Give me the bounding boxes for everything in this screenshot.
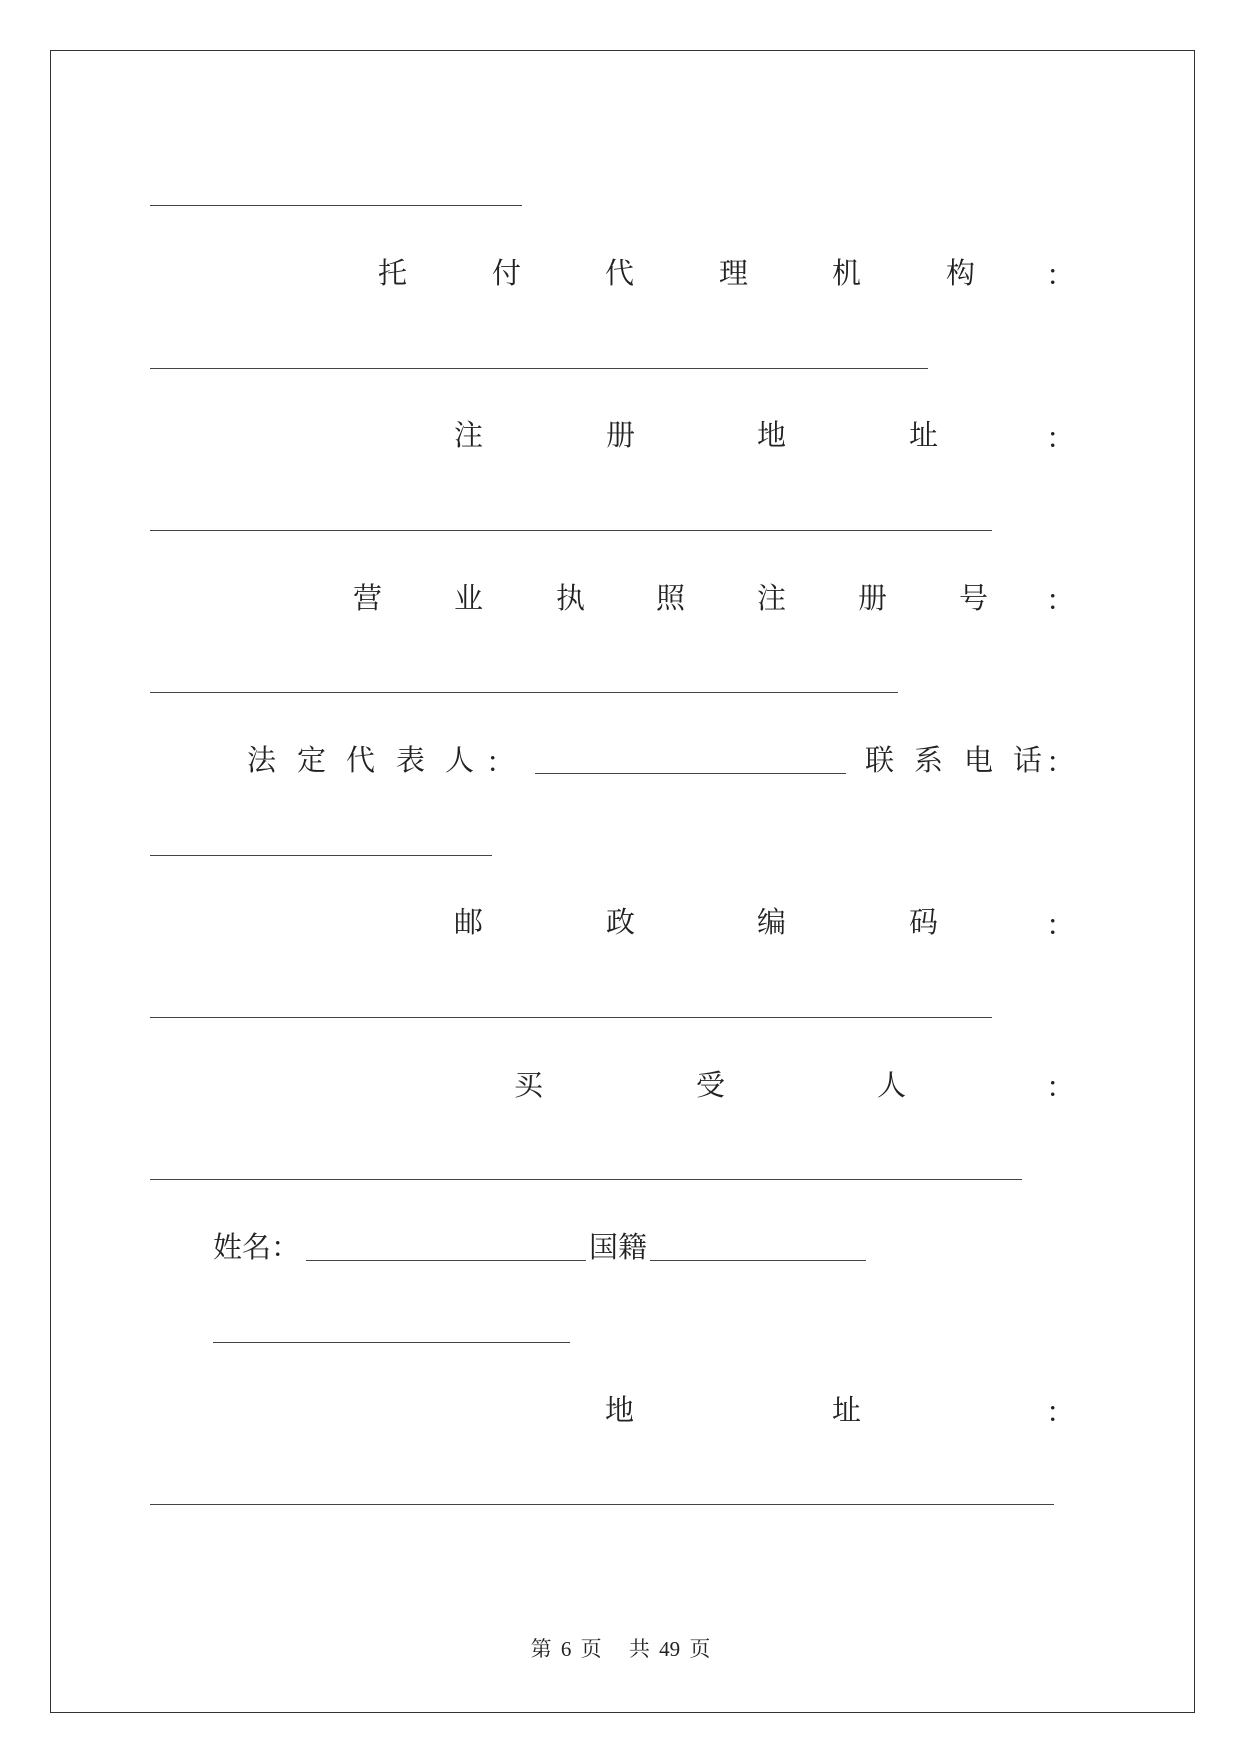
- nationality-blank-continued: [213, 1342, 570, 1343]
- label-char: 托: [378, 256, 408, 290]
- label-char: 营: [353, 581, 383, 615]
- label-char: 电: [964, 743, 994, 777]
- label-char: 人: [445, 743, 475, 777]
- label-char: 政: [606, 905, 636, 939]
- label-colon: ：: [1046, 745, 1076, 779]
- label-char: 地: [757, 418, 787, 452]
- contact-phone-blank: [150, 855, 492, 856]
- page-border: [50, 50, 1195, 1713]
- label-char: 执: [556, 581, 586, 615]
- label-char: 机: [832, 256, 862, 290]
- agent-institution-blank: [150, 368, 928, 369]
- name-label: 姓名：: [213, 1230, 301, 1264]
- label-colon: ：: [486, 745, 516, 779]
- label-char: 人: [877, 1068, 907, 1102]
- label-char: 注: [757, 581, 787, 615]
- label-char: 编: [757, 905, 787, 939]
- label-char: 码: [909, 905, 939, 939]
- label-char: 地: [605, 1393, 635, 1427]
- license-number-blank: [150, 692, 898, 693]
- label-char: 理: [719, 256, 749, 290]
- label-colon: ：: [1046, 1070, 1076, 1104]
- label-char: 联: [865, 743, 895, 777]
- nationality-label: 国籍: [589, 1230, 648, 1264]
- label-char: 表: [396, 743, 426, 777]
- footer-total-pages: 49: [659, 1637, 681, 1661]
- postal-code-blank: [150, 1017, 992, 1018]
- label-char: 照: [656, 581, 686, 615]
- label-char: 话: [1013, 743, 1043, 777]
- label-char: 买: [514, 1068, 544, 1102]
- legal-rep-blank: [535, 773, 846, 774]
- label-char: 受: [696, 1068, 726, 1102]
- label-char: 付: [492, 256, 522, 290]
- footer-page-prefix: 第: [530, 1637, 552, 1661]
- label-char: 册: [606, 418, 636, 452]
- label-char: 册: [858, 581, 888, 615]
- label-char: 代: [346, 743, 376, 777]
- buyer-blank: [150, 1179, 1022, 1180]
- blank-line: [150, 205, 522, 206]
- footer-page-unit: 页: [580, 1637, 602, 1661]
- name-blank: [306, 1260, 586, 1261]
- label-char: 址: [909, 418, 939, 452]
- label-char: 址: [832, 1393, 862, 1427]
- footer-page-number: 6: [560, 1637, 572, 1661]
- nationality-blank: [650, 1260, 866, 1261]
- label-char: 注: [454, 418, 484, 452]
- label-char: 号: [959, 581, 989, 615]
- label-char: 代: [605, 256, 635, 290]
- label-char: 定: [297, 743, 327, 777]
- footer-total-prefix: 共: [628, 1637, 650, 1661]
- label-colon: ：: [1046, 583, 1076, 617]
- label-char: 邮: [454, 905, 484, 939]
- address-blank: [150, 1504, 1054, 1505]
- label-char: 系: [914, 743, 944, 777]
- label-char: 法: [247, 743, 277, 777]
- footer-total-unit: 页: [689, 1637, 711, 1661]
- label-char: 构: [946, 256, 976, 290]
- page-footer: [0, 1633, 1241, 1663]
- label-colon: ：: [1046, 908, 1076, 942]
- registered-address-blank: [150, 530, 992, 531]
- label-colon: ：: [1046, 258, 1076, 292]
- label-colon: ：: [1046, 421, 1076, 455]
- label-char: 业: [454, 581, 484, 615]
- label-colon: ：: [1046, 1395, 1076, 1429]
